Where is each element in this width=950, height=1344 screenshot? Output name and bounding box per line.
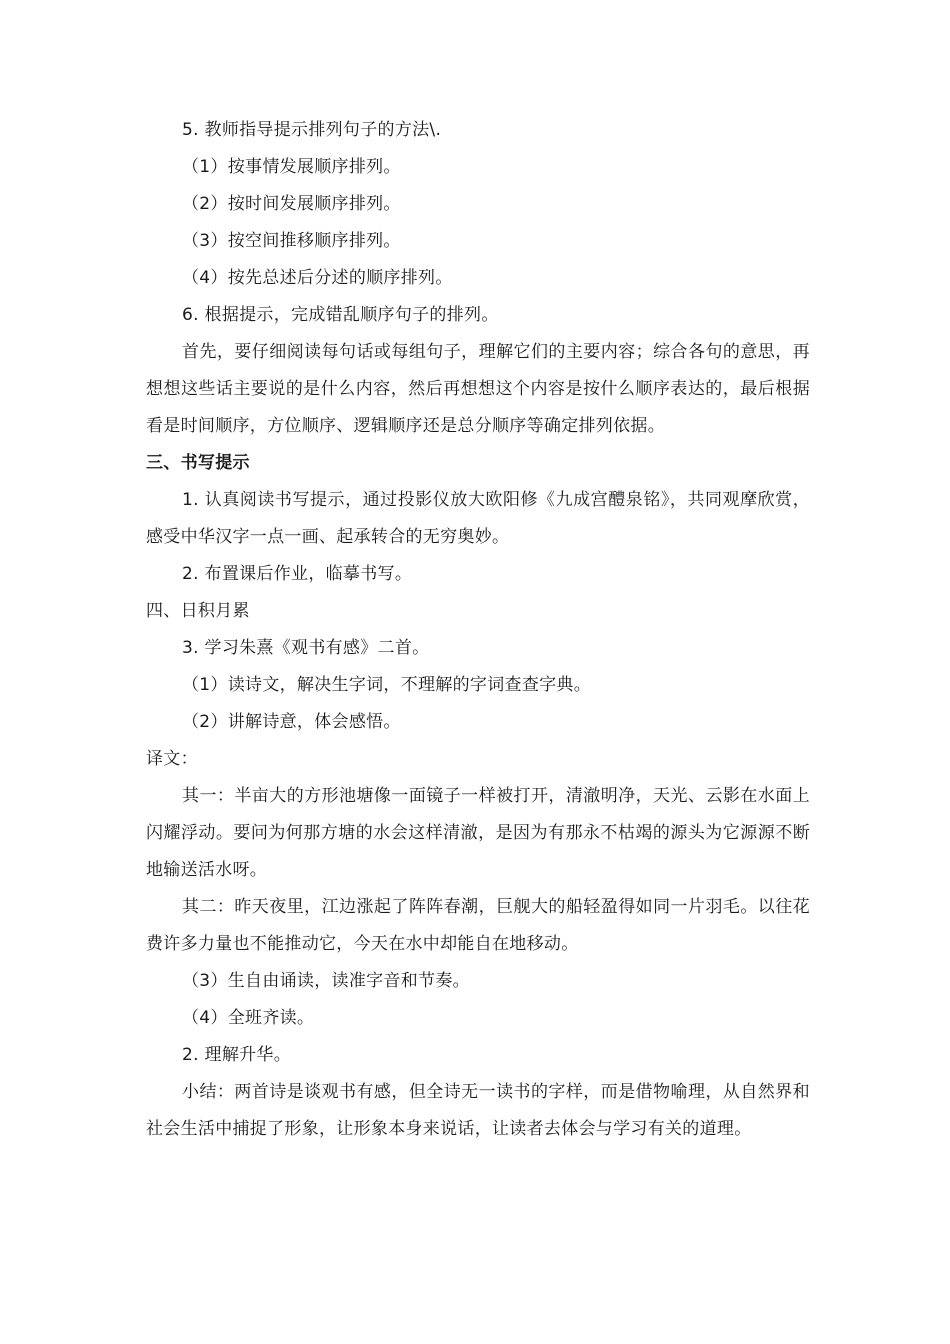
summary-paragraph: 小结：两首诗是谈观书有感，但全诗无一读书的字样，而是借物喻理，从自然界和社会生活中捕捉了形象，让形象本身来说话，让读者去体会与学习有关的道理。 (146, 1082, 810, 1139)
translation-poem-1: 其一：半亩大的方形池塘像一面镜子一样被打开，清澈明净，天光、云影在水面上闪耀浮动。要问为何那方塘的水会这样清澈，是因为有那永不枯竭的源头为它源源不断地输送活水呀。 (146, 786, 810, 880)
accumulation-substep-4: （4）全班齐读。 (182, 1008, 315, 1028)
writing-step-2: 2. 布置课后作业，临摹书写。 (182, 564, 413, 584)
section-heading-daily-accumulation: 四、日积月累 (146, 601, 250, 621)
step-2-sublimation: 2. 理解升华。 (182, 1045, 292, 1065)
method-3: （3）按空间推移顺序排列。 (182, 231, 401, 251)
accumulation-step-3: 3. 学习朱熹《观书有感》二首。 (182, 638, 430, 658)
accumulation-substep-1: （1）读诗文，解决生字词，不理解的字词查查字典。 (182, 675, 592, 695)
section-heading-writing-tips: 三、书写提示 (146, 453, 250, 473)
accumulation-substep-3: （3）生自由诵读，读准字音和节奏。 (182, 971, 470, 991)
method-1: （1）按事情发展顺序排列。 (182, 157, 401, 177)
writing-step-1: 1. 认真阅读书写提示，通过投影仪放大欧阳修《九成宫醴泉铭》，共同观摩欣赏，感受中华汉字一点一画、起承转合的无穷奥妙。 (146, 490, 810, 547)
paragraph-first-steps: 首先，要仔细阅读每句话或每组句子，理解它们的主要内容；综合各句的意思，再想想这些话主要说的是什么内容，然后再想想这个内容是按什么顺序表达的，最后根据看是时间顺序，方位顺序、逻辑顺序还是总分顺序等确定排列依据。 (146, 342, 810, 436)
method-4: （4）按先总述后分述的顺序排列。 (182, 268, 453, 288)
accumulation-substep-2: （2）讲解诗意，体会感悟。 (182, 712, 401, 732)
translation-label: 译文： (146, 749, 198, 769)
step-6-arrange: 6. 根据提示，完成错乱顺序句子的排列。 (182, 305, 499, 325)
document-body (146, 112, 810, 1148)
translation-poem-2: 其二：昨天夜里，江边涨起了阵阵春潮，巨舰大的船轻盈得如同一片羽毛。以往花费许多力量也不能推动它，今天在水中却能自在地移动。 (146, 897, 810, 954)
step-5-teacher-guidance: 5. 教师指导提示排列句子的方法\. (182, 120, 442, 140)
method-2: （2）按时间发展顺序排列。 (182, 194, 401, 214)
